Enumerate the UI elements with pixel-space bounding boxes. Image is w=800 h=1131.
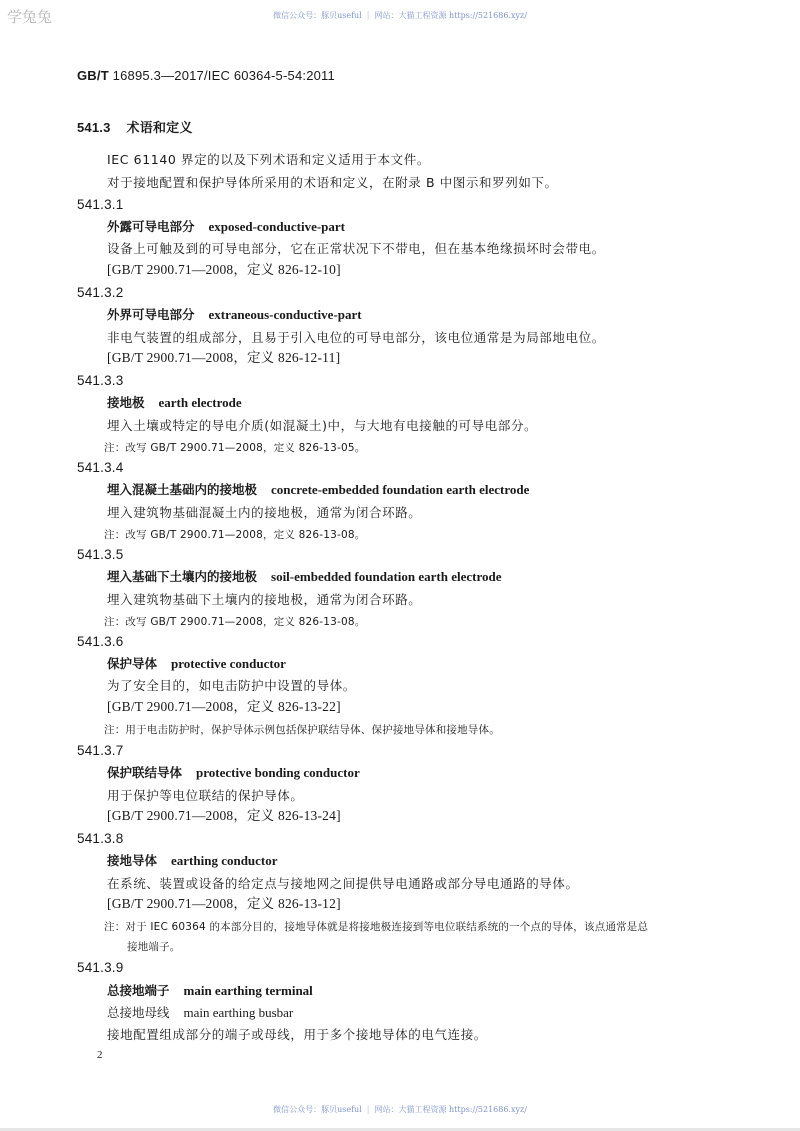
entry-reference: [GB/T 2900.71—2008，定义 826-13-22] xyxy=(107,699,341,714)
alt-term-chinese: 总接地母线 xyxy=(107,1005,170,1020)
entry-definition: 在系统、装置或设备的给定点与接地网之间提供导电通路或部分导电通路的导体。 xyxy=(107,876,579,891)
standard-code-header xyxy=(77,68,335,83)
entry-note: 注：改写 GB/T 2900.71—2008，定义 826-13-08。 xyxy=(104,616,366,628)
entry-term xyxy=(107,569,502,586)
standard-code-number: 16895.3—2017/IEC 60364-5-54:2011 xyxy=(112,68,335,83)
term-english: earth electrode xyxy=(158,395,242,410)
term-chinese: 接地导体 xyxy=(107,853,158,868)
entry-number: 541.3.2 xyxy=(77,285,124,300)
entry-term xyxy=(107,983,313,1000)
watermark-left-text: 微信公众号：豚贝useful xyxy=(273,1105,362,1114)
entry-number: 541.3.8 xyxy=(77,831,124,846)
term-english: protective bonding conductor xyxy=(196,765,360,780)
term-english: earthing conductor xyxy=(171,853,278,868)
term-english: main earthing terminal xyxy=(183,983,313,998)
standard-code-prefix: GB/T xyxy=(77,68,109,83)
term-chinese: 外界可导电部分 xyxy=(107,307,195,322)
watermark-left-text: 微信公众号：豚贝useful xyxy=(273,11,362,20)
entry-definition: 用于保护等电位联结的保护导体。 xyxy=(107,788,304,803)
section-heading xyxy=(77,120,193,137)
entry-number: 541.3.6 xyxy=(77,634,124,649)
term-chinese: 接地极 xyxy=(107,395,145,410)
intro-line-2: 对于接地配置和保护导体所采用的术语和定义，在附录 B 中图示和罗列如下。 xyxy=(107,175,558,190)
entry-number: 541.3.5 xyxy=(77,547,124,562)
entry-number: 541.3.9 xyxy=(77,960,124,975)
entry-number: 541.3.3 xyxy=(77,373,124,388)
entry-number: 541.3.7 xyxy=(77,743,124,758)
entry-number: 541.3.1 xyxy=(77,197,124,212)
entry-definition: 埋入土壤或特定的导电介质(如混凝土)中，与大地有电接触的可导电部分。 xyxy=(107,418,538,433)
entry-reference: [GB/T 2900.71—2008，定义 826-12-11] xyxy=(107,350,341,365)
entry-alt-term xyxy=(107,1005,293,1022)
entry-number: 541.3.4 xyxy=(77,460,124,475)
entry-definition: 埋入建筑物基础混凝土内的接地极，通常为闭合环路。 xyxy=(107,505,422,520)
entry-reference: [GB/T 2900.71—2008，定义 826-13-12] xyxy=(107,896,341,911)
term-chinese: 外露可导电部分 xyxy=(107,219,195,234)
entry-term xyxy=(107,656,286,673)
term-english: exposed-conductive-part xyxy=(208,219,346,234)
entry-note: 注：改写 GB/T 2900.71—2008，定义 826-13-05。 xyxy=(104,442,366,454)
term-english: extraneous-conductive-part xyxy=(208,307,362,322)
entry-term xyxy=(107,482,529,499)
term-chinese: 保护导体 xyxy=(107,656,158,671)
entry-term xyxy=(107,219,345,236)
watermark-top xyxy=(0,10,800,21)
term-chinese: 总接地端子 xyxy=(107,983,170,998)
watermark-right-text: 网站：大猫工程资源 https://521686.xyz/ xyxy=(374,1105,527,1114)
watermark-bottom xyxy=(0,1104,800,1115)
entry-reference: [GB/T 2900.71—2008，定义 826-13-24] xyxy=(107,808,341,823)
alt-term-english: main earthing busbar xyxy=(183,1005,294,1020)
entry-definition: 非电气装置的组成部分，且易于引入电位的可导电部分，该电位通常是为局部地电位。 xyxy=(107,330,605,345)
entry-definition: 接地配置组成部分的端子或母线，用于多个接地导体的电气连接。 xyxy=(107,1027,487,1042)
entry-note: 注：用于电击防护时，保护导体示例包括保护联结导体、保护接地导体和接地导体。 xyxy=(104,724,500,736)
watermark-separator: | xyxy=(366,11,370,20)
term-english: soil-embedded foundation earth electrode xyxy=(271,569,502,584)
entry-term xyxy=(107,853,278,870)
corner-logo: 学兔兔 xyxy=(7,8,53,26)
entry-term xyxy=(107,765,360,782)
watermark-right-text: 网站：大猫工程资源 https://521686.xyz/ xyxy=(374,11,527,20)
entry-definition: 设备上可触及到的可导电部分，它在正常状况下不带电，但在基本绝缘损坏时会带电。 xyxy=(107,241,605,256)
watermark-separator: | xyxy=(366,1105,370,1114)
intro-line-1: IEC 61140 界定的以及下列术语和定义适用于本文件。 xyxy=(107,152,430,167)
section-title: 术语和定义 xyxy=(126,121,193,136)
entry-definition: 为了安全目的，如电击防护中设置的导体。 xyxy=(107,678,356,693)
term-chinese: 埋入混凝土基础内的接地极 xyxy=(107,482,258,497)
term-english: protective conductor xyxy=(171,656,286,671)
page-number: 2 xyxy=(97,1049,103,1061)
term-chinese: 保护联结导体 xyxy=(107,765,183,780)
term-english: concrete-embedded foundation earth electrode xyxy=(271,482,530,497)
entry-note-continuation: 接地端子。 xyxy=(127,941,181,953)
entry-note: 注：改写 GB/T 2900.71—2008，定义 826-13-08。 xyxy=(104,529,366,541)
entry-note: 注：对于 IEC 60364 的本部分目的，接地导体就是将接地极连接到等电位联结系统的一个点的导体，该点通常是总 xyxy=(104,921,649,933)
section-number: 541.3 xyxy=(77,120,111,135)
entry-term xyxy=(107,395,242,412)
entry-term xyxy=(107,307,362,324)
entry-definition: 埋入建筑物基础下土壤内的接地极，通常为闭合环路。 xyxy=(107,592,422,607)
term-chinese: 埋入基础下土壤内的接地极 xyxy=(107,569,258,584)
entry-reference: [GB/T 2900.71—2008，定义 826-12-10] xyxy=(107,262,341,277)
